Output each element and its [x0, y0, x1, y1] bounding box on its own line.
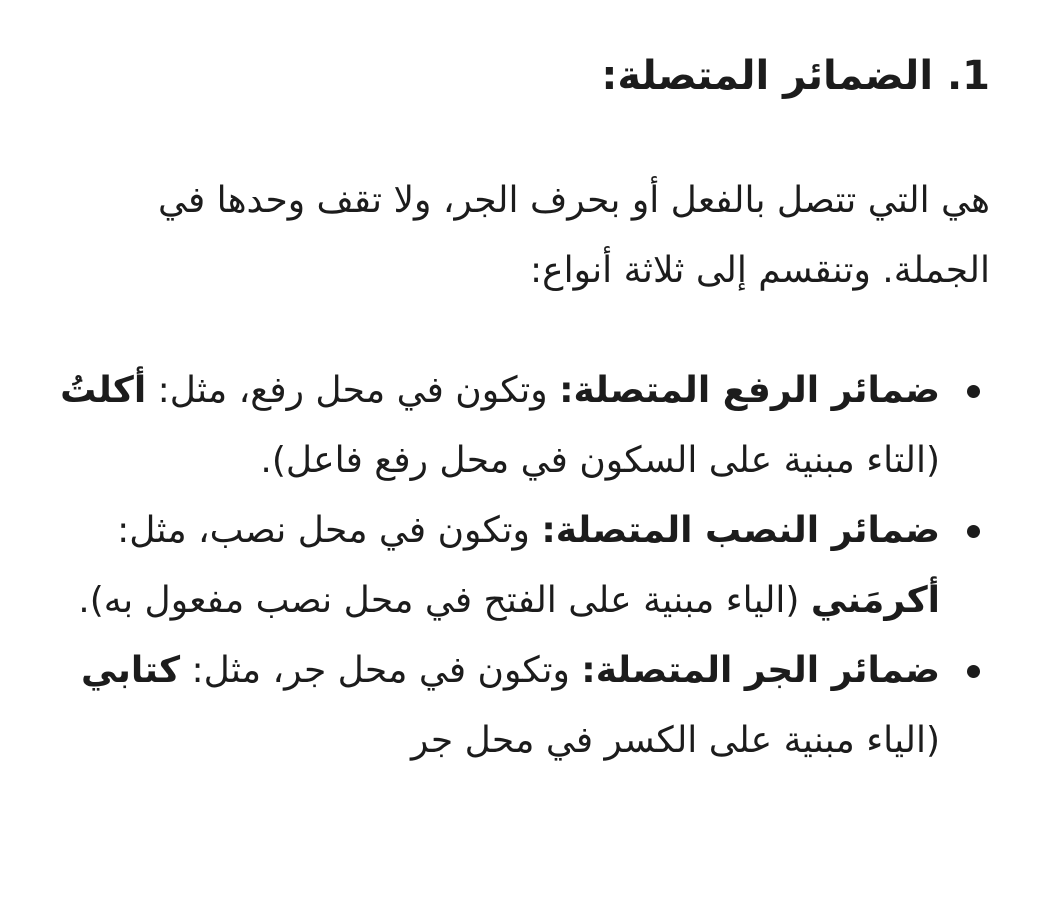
- section-heading: 1. الضمائر المتصلة:: [601, 53, 990, 99]
- list-item-genitive: [34, 636, 940, 776]
- example-word: أكرمَني: [810, 580, 940, 621]
- term-label: ضمائر النصب المتصلة:: [541, 510, 940, 551]
- term-label: ضمائر الرفع المتصلة:: [559, 370, 940, 411]
- term-label: ضمائر الجر المتصلة:: [581, 650, 940, 691]
- example-explanation: (الياء مبنية على الكسر في محل جر: [411, 720, 940, 761]
- example-word: كتابي: [80, 650, 181, 691]
- list-item-nominative: [34, 356, 940, 496]
- list-item-accusative: [34, 496, 940, 636]
- pronoun-types-list: [34, 356, 990, 776]
- intro-paragraph: هي التي تتصل بالفعل أو بحرف الجر، ولا تقف وحدها في الجملة. وتنقسم إلى ثلاثة أنواع:: [157, 180, 990, 291]
- example-word: أكلتُ: [60, 370, 147, 411]
- example-explanation: (الياء مبنية على الفتح في محل نصب مفعول به).: [78, 580, 811, 621]
- example-explanation: (التاء مبنية على السكون في محل رفع فاعل).: [260, 440, 940, 481]
- term-description: وتكون في محل نصب، مثل:: [117, 510, 542, 551]
- term-description: وتكون في محل جر، مثل:: [180, 650, 582, 691]
- term-description: وتكون في محل رفع، مثل:: [146, 370, 560, 411]
